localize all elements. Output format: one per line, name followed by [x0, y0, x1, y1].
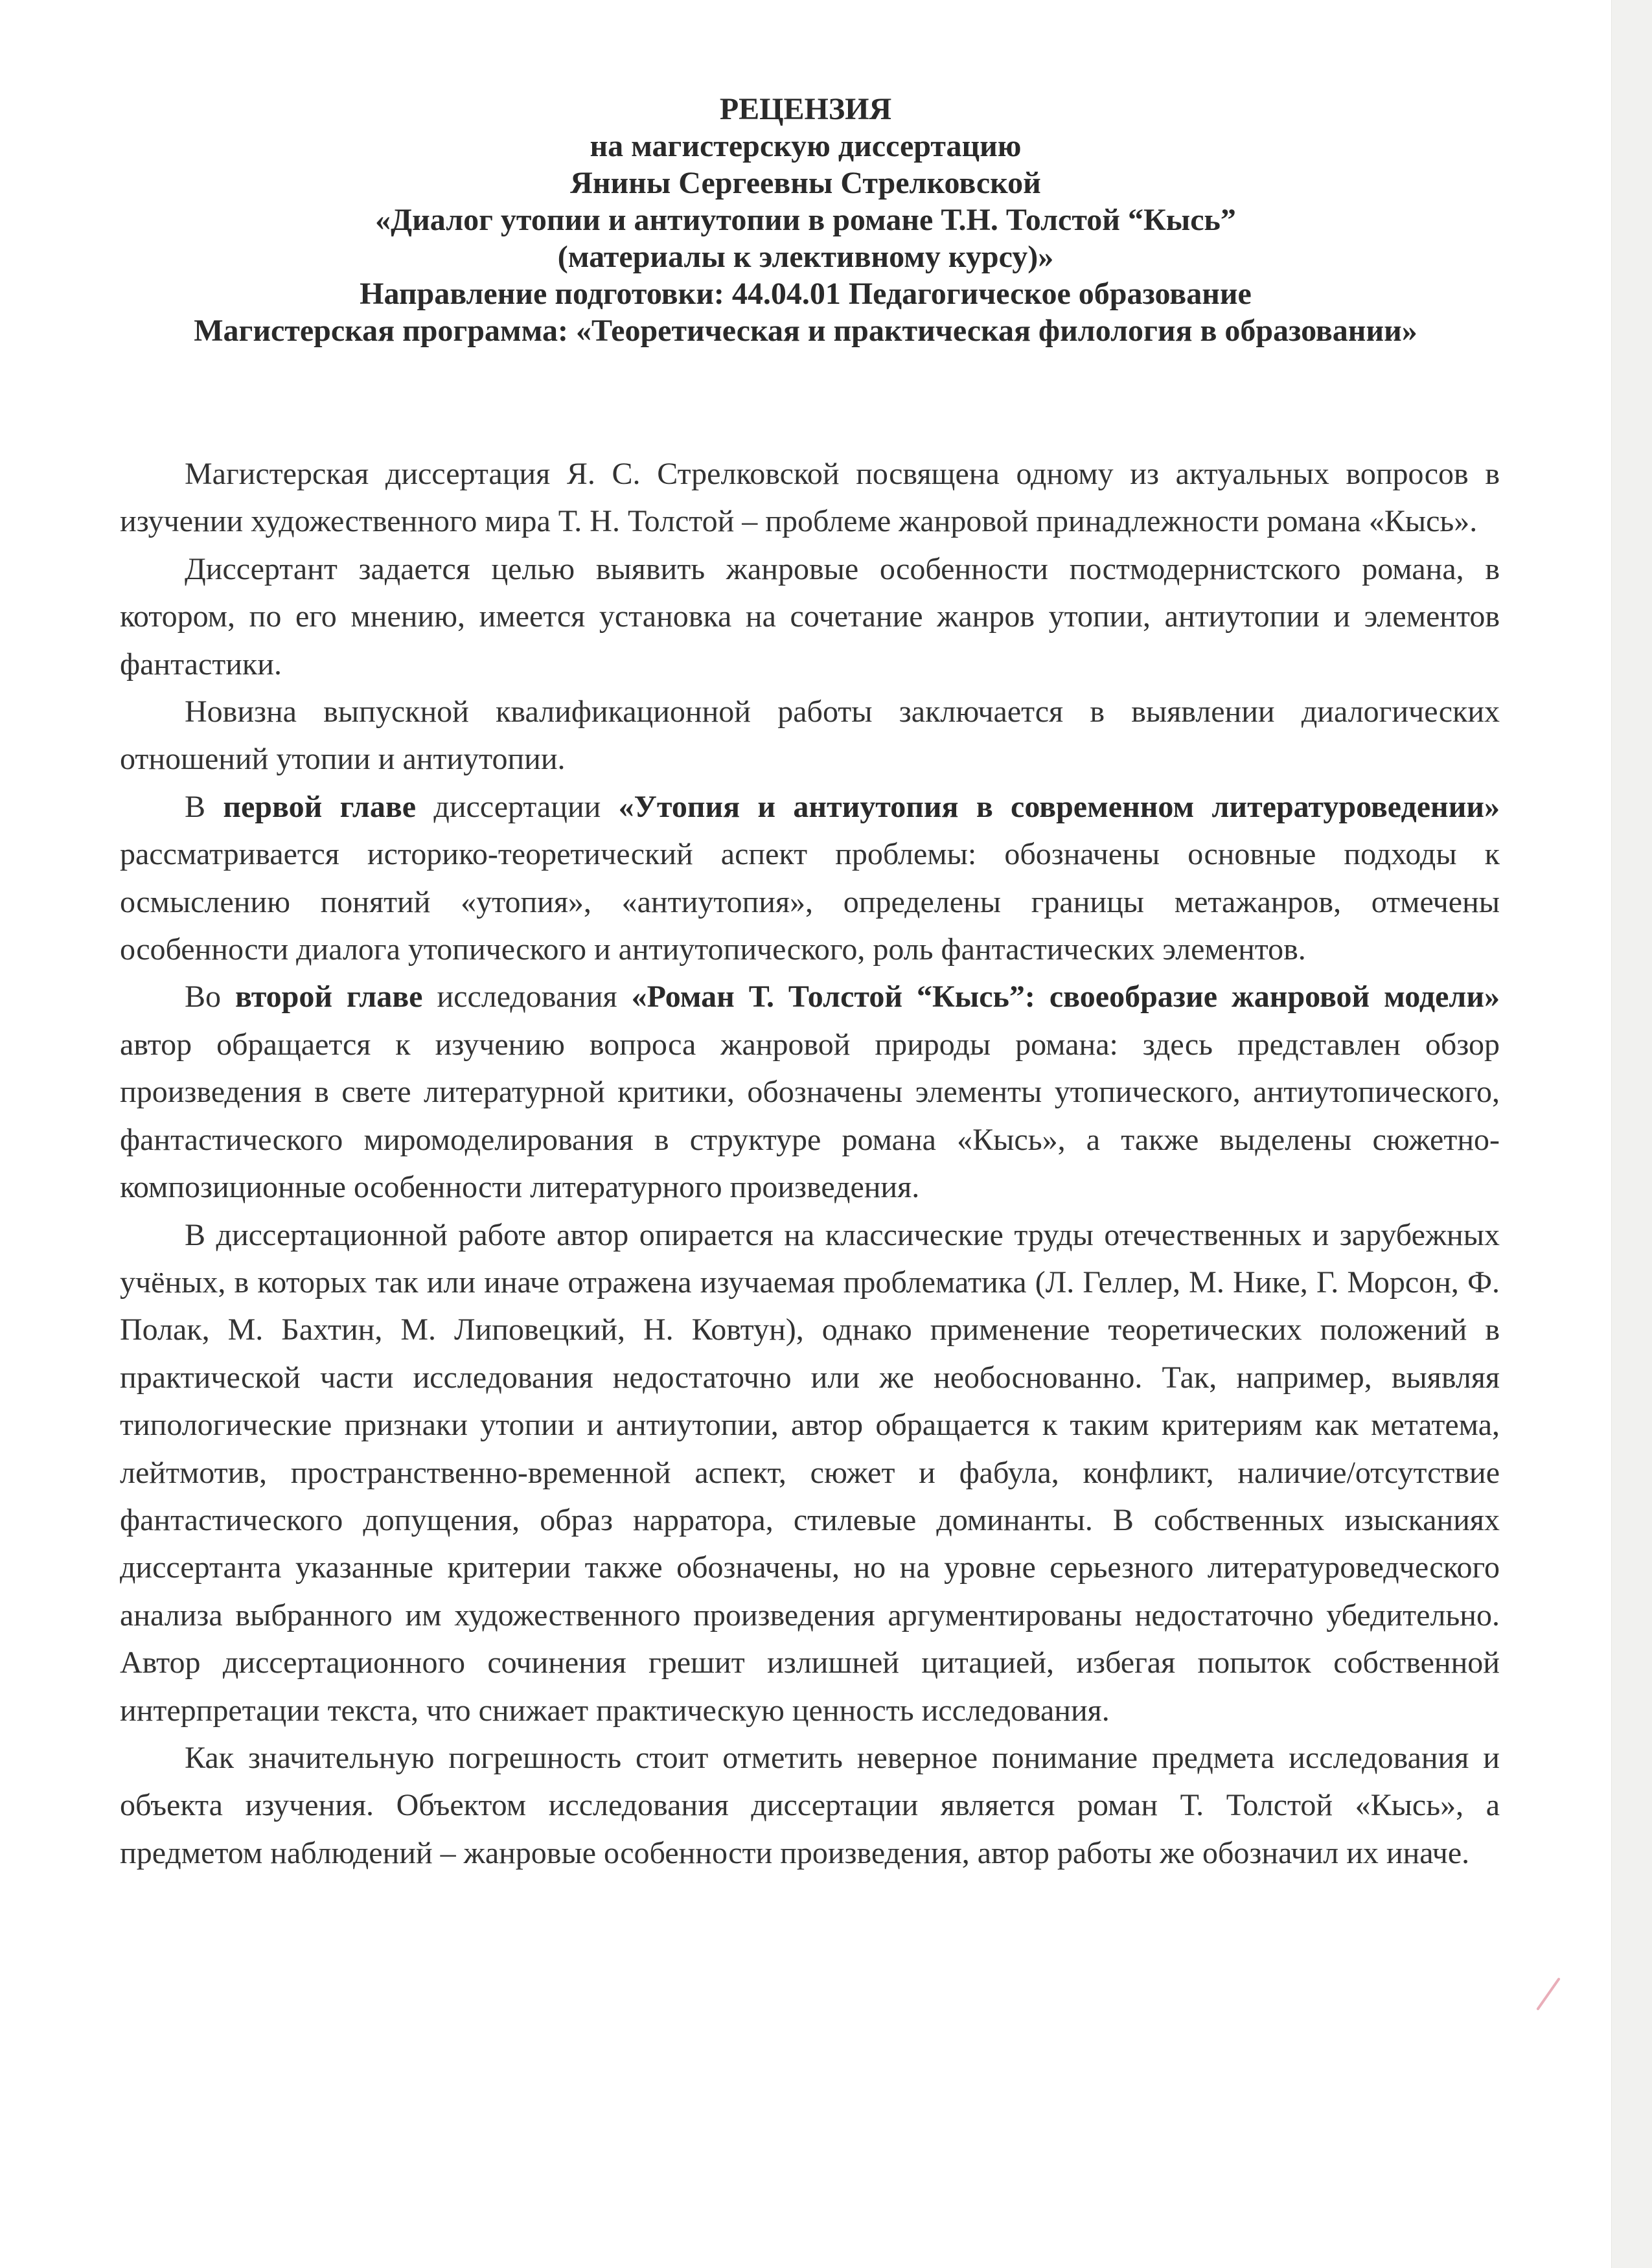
- paragraph-text: В: [185, 789, 224, 824]
- thesis-title-line-2: (материалы к элективному курсу)»: [557, 240, 1054, 274]
- paragraph-2: [120, 545, 1500, 688]
- paragraph-5: [120, 973, 1500, 1211]
- paragraph-4: [120, 783, 1500, 974]
- paragraph-text: автор обращается к изучению вопроса жанровой природы романа: здесь представлен обзор произведения в свете литературной критики, обозначены элементы утопического, антиутопического, фантастического миромоделирования в структуре романа «Кысь», а также выделены сюжетно-композиционные особенности литературного произведения.: [120, 1027, 1500, 1205]
- review-title: РЕЦЕНЗИЯ: [719, 92, 892, 126]
- paragraph-7: [120, 1734, 1500, 1877]
- paragraph-text: рассматривается историко-теоретический аспект проблемы: обозначены основные подходы к осмыслению понятий «утопия», «антиутопия», определены границы метажанров, отмечены особенности диалога утопического и антиутопического, роль фантастических элементов.: [120, 837, 1500, 967]
- emphasis-chapter-ref: второй главе: [235, 979, 423, 1014]
- paragraph-text: В диссертационной работе автор опирается на классические труды отечественных и зарубежных учёных, в которых так или иначе отражена изучаемая проблематика (Л. Геллер, М. Нике, Г. Морсон, Ф. Полак, М. Бахтин, М. Липовецкий, Н. Ковтун), однако применение теоретических положений в практической части исследования недостаточно или же необоснованно. Так, например, выявляя типологические признаки утопии и антиутопии, автор обращается к таким критериям как метатема, лейтмотив, пространственно-временной аспект, сюжет и фабула, конфликт, наличие/отсутствие фантастического допущения, образ нарратора, стилевые доминанты. В собственных изысканиях диссертанта указанные критерии также обозначены, но на уровне серьезного литературоведческого анализа выбранного им художественного произведения аргументированы недостаточно убедительно. Автор диссертационного сочинения грешит излишней цитацией, избегая попыток собственной интерпретации текста, что снижает практическую ценность исследования.: [120, 1217, 1500, 1728]
- pen-mark: [1536, 1977, 1561, 2010]
- review-subtitle: на магистерскую диссертацию: [590, 129, 1022, 163]
- study-direction: Направление подготовки: 44.04.01 Педагогическое образование: [360, 277, 1252, 311]
- scan-page-edge: [1611, 0, 1652, 2268]
- document-header: [0, 91, 1611, 349]
- review-body: [120, 450, 1500, 1877]
- paragraph-text: Новизна выпускной квалификационной работы заключается в выявлении диалогических отношений утопии и антиутопии.: [120, 694, 1500, 777]
- paragraph-text: Диссертант задается целью выявить жанровые особенности постмодернистского романа, в котором, по его мнению, имеется установка на сочетание жанров утопии, антиутопии и элементов фантастики.: [120, 551, 1500, 682]
- emphasis-chapter-ref: первой главе: [223, 789, 417, 824]
- student-name: Янины Сергеевны Стрелковской: [570, 166, 1041, 200]
- paragraph-text: Во: [185, 979, 235, 1014]
- paragraph-3: [120, 688, 1500, 783]
- paragraph-1: [120, 450, 1500, 545]
- emphasis-chapter-title: «Утопия и антиутопия в современном литературоведении»: [618, 789, 1500, 824]
- paragraph-text: Магистерская диссертация Я. С. Стрелковской посвящена одному из актуальных вопросов в изучении художественного мира Т. Н. Толстой – проблеме жанровой принадлежности романа «Кысь».: [120, 457, 1500, 539]
- paragraph-text: диссертации: [416, 789, 619, 824]
- paragraph-text: Как значительную погрешность стоит отметить неверное понимание предмета исследования и объекта изучения. Объектом исследования диссертации является роман Т. Толстой «Кысь», а предметом наблюдений – жанровые особенности произведения, автор работы же обозначил их иначе.: [120, 1740, 1500, 1870]
- paragraph-6: [120, 1211, 1500, 1734]
- paragraph-text: исследования: [422, 979, 632, 1014]
- emphasis-chapter-title: «Роман Т. Толстой “Кысь”: своеобразие жанровой модели»: [631, 979, 1500, 1014]
- thesis-title-line-1: «Диалог утопии и антиутопии в романе Т.Н. Толстой “Кысь”: [375, 203, 1236, 237]
- master-program: Магистерская программа: «Теоретическая и практическая филология в образовании»: [194, 314, 1417, 348]
